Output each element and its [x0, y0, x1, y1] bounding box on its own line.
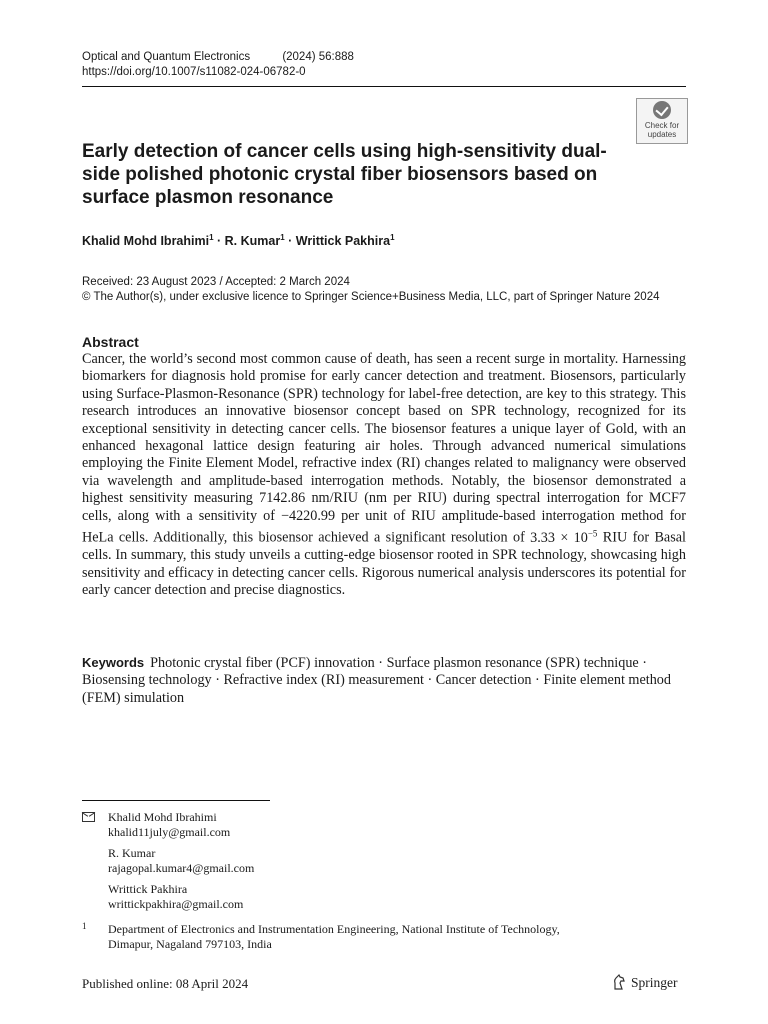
journal-name: Optical and Quantum Electronics	[82, 51, 251, 63]
header-rule	[82, 86, 686, 87]
article-dates	[82, 275, 660, 305]
contact-entry	[82, 810, 254, 840]
running-header	[82, 50, 383, 80]
author-name[interactable]: Writtick Pakhira	[295, 234, 391, 249]
author-name[interactable]: R. Kumar	[224, 234, 281, 249]
springer-horse-icon	[612, 974, 626, 994]
author-list: Khalid Mohd Ibrahimi$^1$ · R. Kumar$^1$ · Writtick Pakhira$^1$	[82, 233, 395, 249]
doi-link[interactable]: https://doi.org/10.1007/s11082-024-06782-0	[82, 66, 306, 78]
published-online: Published online: 08 April 2024	[82, 976, 249, 991]
abstract-body: Cancer, the world’s second most common cause of death, has seen a recent surge in mortality. Harnessing biomarkers for diagnosis hold promise for early cancer detection and treatment. Biosensors, particularly using Surface-Plasmon-Resonance (SPR) technology for label-free detection, are key to this strategy. This research introduces an innovative biosensor concept based on SPR technology, recognized for its exceptional sensitivity in detecting cancer cells. The biosensor features a unique layer of Gold, with an enhanced hexagonal lattice design featuring air holes. Through advanced numerical simulations employing the Finite Element Model, refractive index (RI) changes related to malignancy were observed via wavelength and amplitude-based interrogation methods. Notably, the biosensor demonstrated a highest sensitivity measuring 7142.86 nm/RIU (nm per RIU) during spectral interrogation for MCF7 cells, along with a sensitivity of −4220.99 per unit of RIU amplitude-based interrogation method for HeLa cells. Additionally, this biosensor achieved a significant resolution of $3.33 \times 10^{-5}$ RIU for Basal cells. In summary, this study unveils a cutting-edge biosensor rooted in SPR technology, showcasing high sensitivity and efficacy in detecting cancer cells. Rigorous numerical analysis underscores its potential for early cancer detection and precise diagnostics.	[82, 351, 686, 599]
affiliation-line: Dimapur, Nagaland 797103, India	[108, 937, 272, 951]
keywords-text: Photonic crystal fiber (PCF) innovation · Surface plasmon resonance (SPR) technique · Biosensing technology · Refractive index (RI) measurement · Cancer detection · Finite element method (FEM) simulation	[82, 655, 671, 706]
contact-list	[82, 810, 254, 918]
received-accepted: Received: 23 August 2023 / Accepted: 2 March 2024	[82, 276, 350, 288]
check-icon	[653, 101, 671, 119]
resolution-value: $3.33 \times 10^{-5}$	[530, 528, 598, 546]
contact-entry	[82, 846, 254, 876]
check-for-updates-badge[interactable]: Check for updates	[636, 98, 688, 144]
contact-email[interactable]: writtickpakhira@gmail.com	[108, 897, 244, 911]
paper-title: Early detection of cancer cells using high-sensitivity dual-side polished photonic crystal fiber biosensors based on surface plasmon resonance	[82, 141, 607, 208]
contact-name: Khalid Mohd Ibrahimi	[108, 810, 217, 824]
contact-name: R. Kumar	[108, 846, 156, 860]
keywords-section	[82, 654, 686, 707]
copyright-notice: © The Author(s), under exclusive licence to Springer Science+Business Media, LLC, part of Springer Nature 2024	[82, 291, 660, 303]
envelope-icon	[82, 812, 95, 822]
affiliation	[82, 922, 560, 952]
footnote-rule	[82, 800, 270, 801]
affiliation-number: 1	[82, 921, 87, 931]
affiliation-line: Department of Electronics and Instrumentation Engineering, National Institute of Technology,	[108, 922, 560, 936]
contact-email[interactable]: rajagopal.kumar4@gmail.com	[108, 861, 255, 875]
contact-email[interactable]: khalid11july@gmail.com	[108, 825, 231, 839]
journal-volume: (2024) 56:888	[282, 51, 354, 63]
publisher-name: Springer	[631, 975, 678, 990]
author-name[interactable]: Khalid Mohd Ibrahimi	[82, 234, 210, 249]
springer-logo[interactable]	[612, 974, 678, 994]
contact-entry	[82, 882, 254, 912]
abstract-heading: Abstract	[82, 334, 139, 350]
keywords-heading: Keywords	[82, 655, 145, 670]
contact-name: Writtick Pakhira	[108, 882, 188, 896]
